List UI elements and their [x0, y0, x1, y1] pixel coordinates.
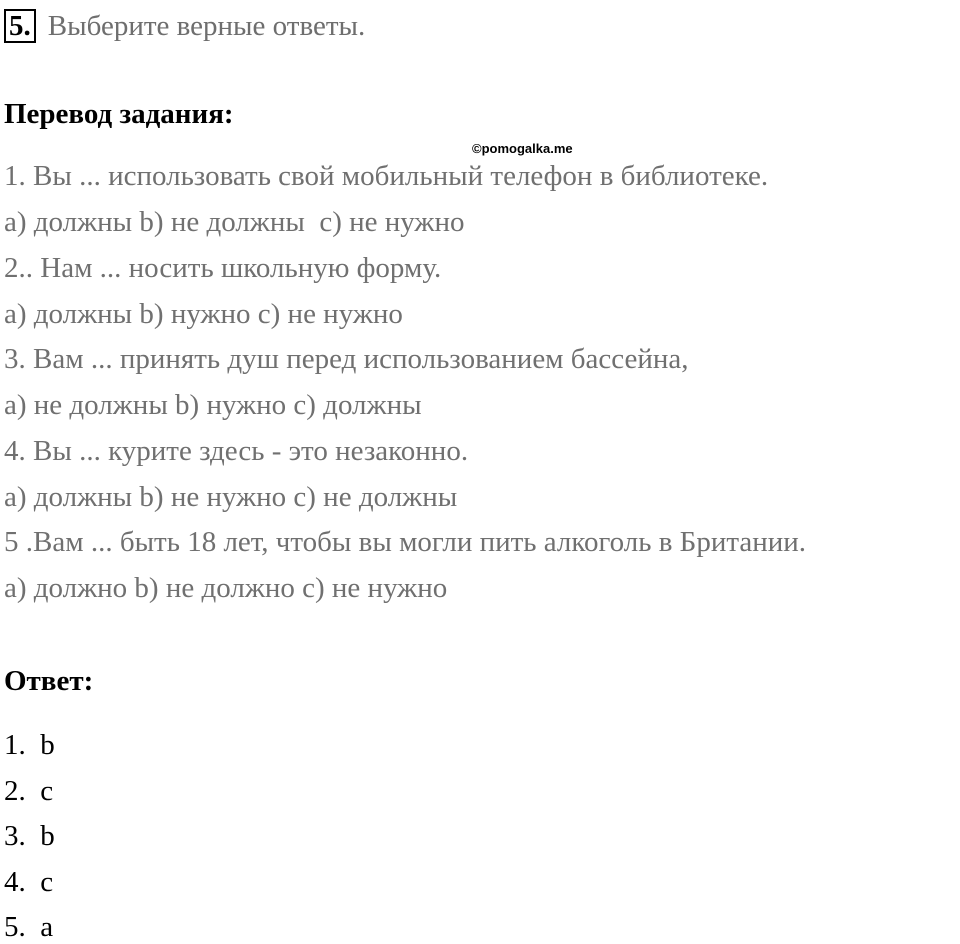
- watermark: ©pomogalka.me: [472, 141, 573, 156]
- translation-line: 4. Вы ... курите здесь - это незаконно.: [4, 435, 469, 467]
- answer-item: 1. b: [4, 729, 55, 761]
- translation-heading: Перевод задания:: [4, 98, 234, 130]
- translation-line: 2.. Нам ... носить школьную форму.: [4, 252, 442, 284]
- translation-line: a) должно b) не должно c) не нужно: [4, 572, 448, 604]
- translation-line: a) не должны b) нужно c) должны: [4, 389, 422, 421]
- translation-line: 5 .Вам ... быть 18 лет, чтобы вы могли пить алкоголь в Британии.: [4, 526, 807, 558]
- translation-line: 3. Вам ... принять душ перед использованием бассейна,: [4, 343, 689, 375]
- translation-line: 1. Вы ... использовать свой мобильный телефон в библиотеке.: [4, 160, 769, 192]
- answer-item: 4. c: [4, 866, 54, 898]
- translation-line: a) должны b) нужно c) не нужно: [4, 298, 403, 330]
- task-instruction: Выберите верные ответы.: [47, 9, 366, 42]
- answer-item: 5. a: [4, 911, 54, 943]
- task-number: 5.: [4, 9, 36, 43]
- translation-line: a) должны b) не должны c) не нужно: [4, 206, 465, 238]
- answer-item: 3. b: [4, 820, 55, 852]
- translation-line: a) должны b) не нужно c) не должны: [4, 481, 458, 513]
- task-header: [4, 6, 365, 46]
- answer-heading: Ответ:: [4, 665, 94, 697]
- answer-item: 2. c: [4, 775, 54, 807]
